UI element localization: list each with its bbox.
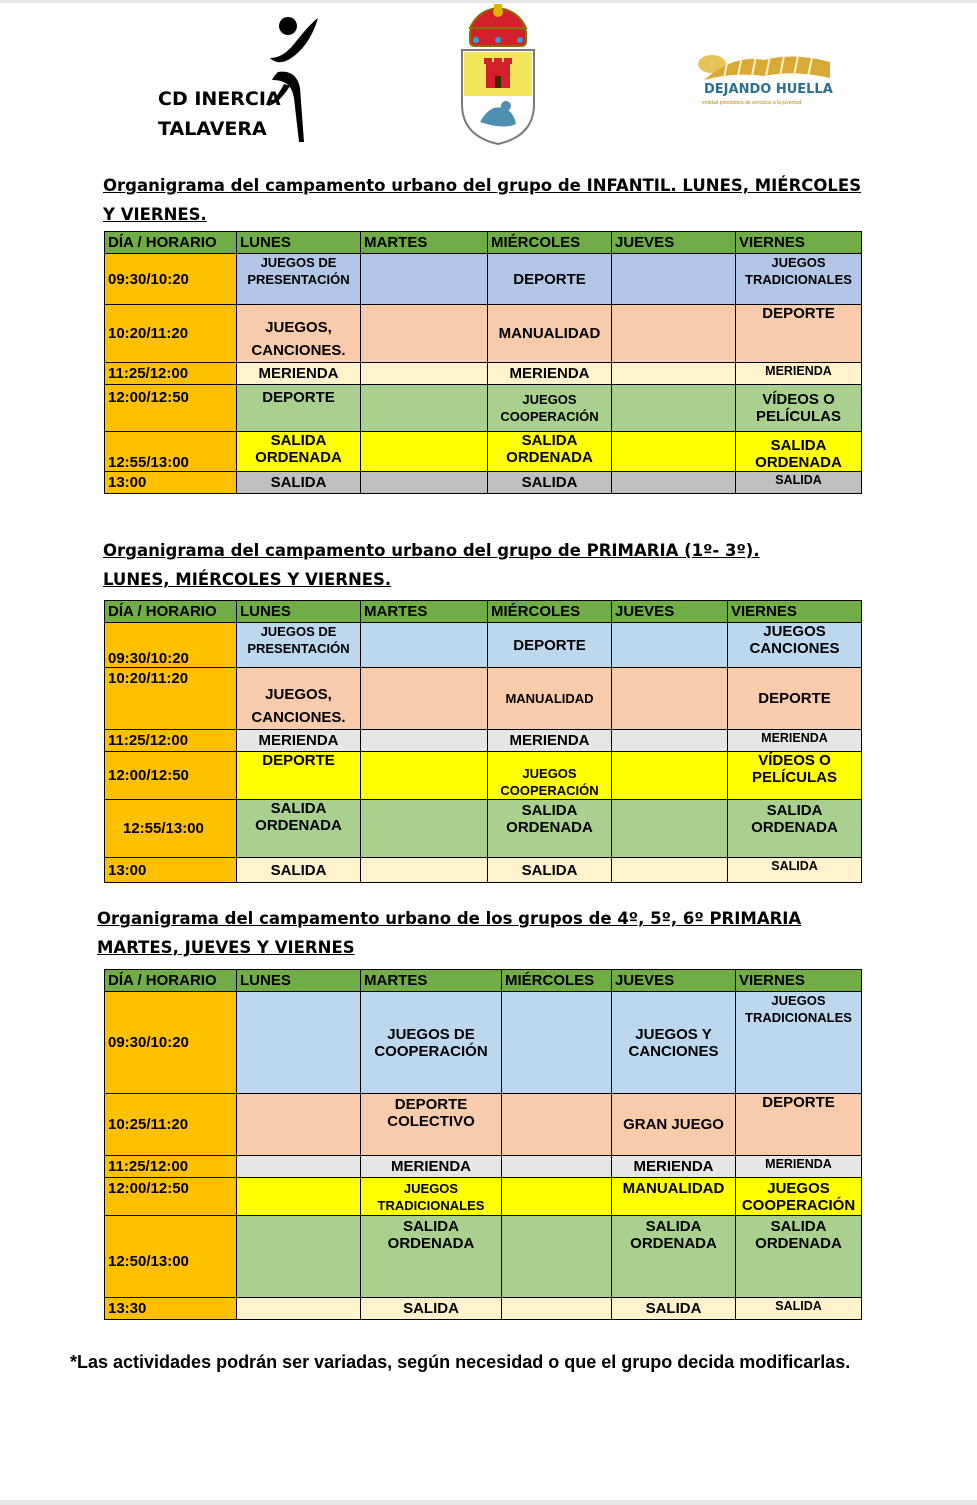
time-slot: 13:00: [105, 472, 237, 494]
activity-cell: [612, 363, 736, 385]
activity-cell: SALIDA ORDENADA: [237, 800, 361, 858]
activity-cell: SALIDA ORDENADA: [612, 1216, 736, 1298]
activity-cell: MERIENDA: [237, 730, 361, 752]
activity-cell: MERIENDA: [728, 730, 862, 752]
table-row: [105, 752, 862, 800]
table-row: [105, 1094, 862, 1156]
table-row: [105, 1216, 862, 1298]
time-slot: 12:50/13:00: [105, 1216, 237, 1298]
activity-cell: JUEGOS DE COOPERACIÓN: [361, 992, 502, 1094]
activity-cell: [361, 305, 488, 363]
activity-cell: [237, 1156, 361, 1178]
table-row: [105, 730, 862, 752]
activity-cell: [361, 858, 488, 883]
activity-cell: SALIDA: [361, 1298, 502, 1320]
activity-cell: [361, 254, 488, 305]
activity-cell: [502, 992, 612, 1094]
time-slot: 12:00/12:50: [105, 752, 237, 800]
activity-cell: [361, 432, 488, 472]
brand-name: DEJANDO HUELLA: [704, 82, 833, 97]
activity-cell: SALIDA ORDENADA: [237, 432, 361, 472]
activity-cell: [612, 752, 728, 800]
column-header: JUEVES: [612, 601, 728, 623]
activity-cell: [502, 1094, 612, 1156]
footprint-mark-icon: [694, 50, 834, 86]
table-row: [105, 1298, 862, 1320]
table-row: [105, 472, 862, 494]
activity-cell: JUEGOS DE PRESENTACIÓN: [237, 254, 361, 305]
activity-cell: SALIDA ORDENADA: [736, 432, 862, 472]
column-header: MARTES: [361, 232, 488, 254]
activity-cell: JUEGOS, CANCIONES.: [237, 305, 361, 363]
column-header: MIÉRCOLES: [488, 601, 612, 623]
activity-cell: DEPORTE: [736, 1094, 862, 1156]
table-row: [105, 1178, 862, 1216]
activity-cell: SALIDA ORDENADA: [728, 800, 862, 858]
column-header: LUNES: [237, 601, 361, 623]
column-header: MARTES: [361, 970, 502, 992]
activity-cell: MANUALIDAD: [612, 1178, 736, 1216]
activity-cell: SALIDA ORDENADA: [488, 800, 612, 858]
grupos-4-5-6-schedule-table: [104, 969, 862, 1320]
activity-cell: [237, 1216, 361, 1298]
primaria-title: Organigrama del campamento urbano del grupo de PRIMARIA (1º- 3º). LUNES, MIÉRCOLES Y VIERNES.: [103, 541, 760, 589]
activity-cell: JUEGOS Y CANCIONES: [612, 992, 736, 1094]
activity-cell: DEPORTE: [488, 623, 612, 668]
table-row: [105, 1156, 862, 1178]
table-row: [105, 623, 862, 668]
activity-cell: SALIDA: [612, 1298, 736, 1320]
activity-cell: DEPORTE: [728, 668, 862, 730]
time-slot: 11:25/12:00: [105, 1156, 237, 1178]
activity-cell: [612, 623, 728, 668]
activity-cell: [237, 1094, 361, 1156]
activity-cell: [612, 858, 728, 883]
activity-cell: [502, 1298, 612, 1320]
activity-cell: JUEGOS CANCIONES: [728, 623, 862, 668]
coat-of-arms-logo: [456, 4, 540, 146]
activity-cell: MERIENDA: [612, 1156, 736, 1178]
activity-cell: [361, 668, 488, 730]
time-slot: 11:25/12:00: [105, 730, 237, 752]
activity-cell: [237, 1178, 361, 1216]
activity-cell: VÍDEOS O PELÍCULAS: [736, 385, 862, 432]
table-row: [105, 858, 862, 883]
time-slot: 09:30/10:20: [105, 992, 237, 1094]
activity-cell: [361, 730, 488, 752]
table-header-row: [105, 601, 862, 623]
activity-cell: JUEGOS TRADICIONALES: [361, 1178, 502, 1216]
table-row: [105, 305, 862, 363]
time-slot: 13:30: [105, 1298, 237, 1320]
activity-cell: [612, 472, 736, 494]
activity-cell: [502, 1178, 612, 1216]
activity-cell: [502, 1216, 612, 1298]
activity-cell: SALIDA: [728, 858, 862, 883]
activity-cell: MERIENDA: [237, 363, 361, 385]
brand-tagline: entidad prestadora de servicios a la juventud: [702, 100, 802, 106]
activity-cell: DEPORTE: [488, 254, 612, 305]
activity-cell: [361, 752, 488, 800]
activity-cell: [612, 385, 736, 432]
column-header: MIÉRCOLES: [502, 970, 612, 992]
club-name: CD INERCIA TALAVERA: [158, 88, 281, 140]
column-header: VIERNES: [736, 232, 862, 254]
activity-cell: DEPORTE: [237, 752, 361, 800]
activity-cell: [612, 668, 728, 730]
activity-cell: MERIENDA: [488, 730, 612, 752]
activity-cell: DEPORTE COLECTIVO: [361, 1094, 502, 1156]
activity-cell: SALIDA ORDENADA: [361, 1216, 502, 1298]
page-top-edge: [0, 0, 977, 3]
time-slot: 10:20/11:20: [105, 305, 237, 363]
activity-cell: MANUALIDAD: [488, 305, 612, 363]
activity-cell: SALIDA ORDENADA: [488, 432, 612, 472]
activity-cell: [612, 305, 736, 363]
activity-cell: SALIDA: [736, 1298, 862, 1320]
activity-cell: [237, 1298, 361, 1320]
activity-cell: SALIDA: [237, 858, 361, 883]
grupos-4-5-6-title: Organigrama del campamento urbano de los grupos de 4º, 5º, 6º PRIMARIA MARTES, JUEVES Y VIERNES: [97, 909, 802, 957]
time-slot: 12:55/13:00: [105, 432, 237, 472]
column-header: DÍA / HORARIO: [105, 601, 237, 623]
table-row: [105, 363, 862, 385]
table-row: [105, 385, 862, 432]
activity-cell: JUEGOS, CANCIONES.: [237, 668, 361, 730]
activity-cell: [502, 1156, 612, 1178]
activity-cell: MERIENDA: [736, 363, 862, 385]
activity-cell: JUEGOS TRADICIONALES: [736, 992, 862, 1094]
table-row: [105, 800, 862, 858]
column-header: DÍA / HORARIO: [105, 970, 237, 992]
activity-cell: JUEGOS COOPERACIÓN: [488, 385, 612, 432]
activity-cell: MERIENDA: [736, 1156, 862, 1178]
activity-cell: [361, 472, 488, 494]
page-bottom-edge: [0, 1500, 977, 1505]
table-row: [105, 668, 862, 730]
table-header-row: [105, 970, 862, 992]
time-slot: 12:55/13:00: [105, 800, 237, 858]
column-header: LUNES: [237, 970, 361, 992]
infantil-schedule-table: [104, 231, 862, 494]
activity-cell: MERIENDA: [488, 363, 612, 385]
time-slot: 10:25/11:20: [105, 1094, 237, 1156]
activity-cell: JUEGOS COOPERACIÓN: [488, 752, 612, 800]
time-slot: 12:00/12:50: [105, 1178, 237, 1216]
time-slot: 13:00: [105, 858, 237, 883]
activity-cell: SALIDA: [488, 472, 612, 494]
activity-cell: SALIDA: [237, 472, 361, 494]
activity-cell: GRAN JUEGO: [612, 1094, 736, 1156]
column-header: VIERNES: [728, 601, 862, 623]
activity-cell: [237, 992, 361, 1094]
time-slot: 12:00/12:50: [105, 385, 237, 432]
activity-cell: [612, 254, 736, 305]
column-header: VIERNES: [736, 970, 862, 992]
dejando-huella-logo: [694, 50, 834, 114]
activity-cell: [361, 363, 488, 385]
footnote: *Las actividades podrán ser variadas, según necesidad o que el grupo decida modificarlas.: [70, 1352, 851, 1372]
activity-cell: [361, 800, 488, 858]
column-header: JUEVES: [612, 232, 736, 254]
activity-cell: [361, 623, 488, 668]
time-slot: 09:30/10:20: [105, 254, 237, 305]
primaria-schedule-table: [104, 600, 862, 883]
cd-inercia-logo: [150, 14, 330, 144]
activity-cell: SALIDA ORDENADA: [736, 1216, 862, 1298]
column-header: LUNES: [237, 232, 361, 254]
activity-cell: SALIDA: [736, 472, 862, 494]
activity-cell: SALIDA: [488, 858, 612, 883]
activity-cell: DEPORTE: [237, 385, 361, 432]
table-header-row: [105, 232, 862, 254]
activity-cell: [612, 730, 728, 752]
activity-cell: [361, 385, 488, 432]
activity-cell: DEPORTE: [736, 305, 862, 363]
activity-cell: MERIENDA: [361, 1156, 502, 1178]
activity-cell: [612, 800, 728, 858]
infantil-title: Organigrama del campamento urbano del grupo de INFANTIL. LUNES, MIÉRCOLES Y VIERNES.: [103, 176, 862, 224]
time-slot: 11:25/12:00: [105, 363, 237, 385]
activity-cell: MANUALIDAD: [488, 668, 612, 730]
table-row: [105, 992, 862, 1094]
activity-cell: JUEGOS DE PRESENTACIÓN: [237, 623, 361, 668]
table-row: [105, 432, 862, 472]
activity-cell: JUEGOS TRADICIONALES: [736, 254, 862, 305]
column-header: MIÉRCOLES: [488, 232, 612, 254]
column-header: MARTES: [361, 601, 488, 623]
column-header: JUEVES: [612, 970, 736, 992]
activity-cell: JUEGOS COOPERACIÓN: [736, 1178, 862, 1216]
time-slot: 10:20/11:20: [105, 668, 237, 730]
table-row: [105, 254, 862, 305]
activity-cell: VÍDEOS O PELÍCULAS: [728, 752, 862, 800]
time-slot: 09:30/10:20: [105, 623, 237, 668]
activity-cell: [612, 432, 736, 472]
column-header: DÍA / HORARIO: [105, 232, 237, 254]
